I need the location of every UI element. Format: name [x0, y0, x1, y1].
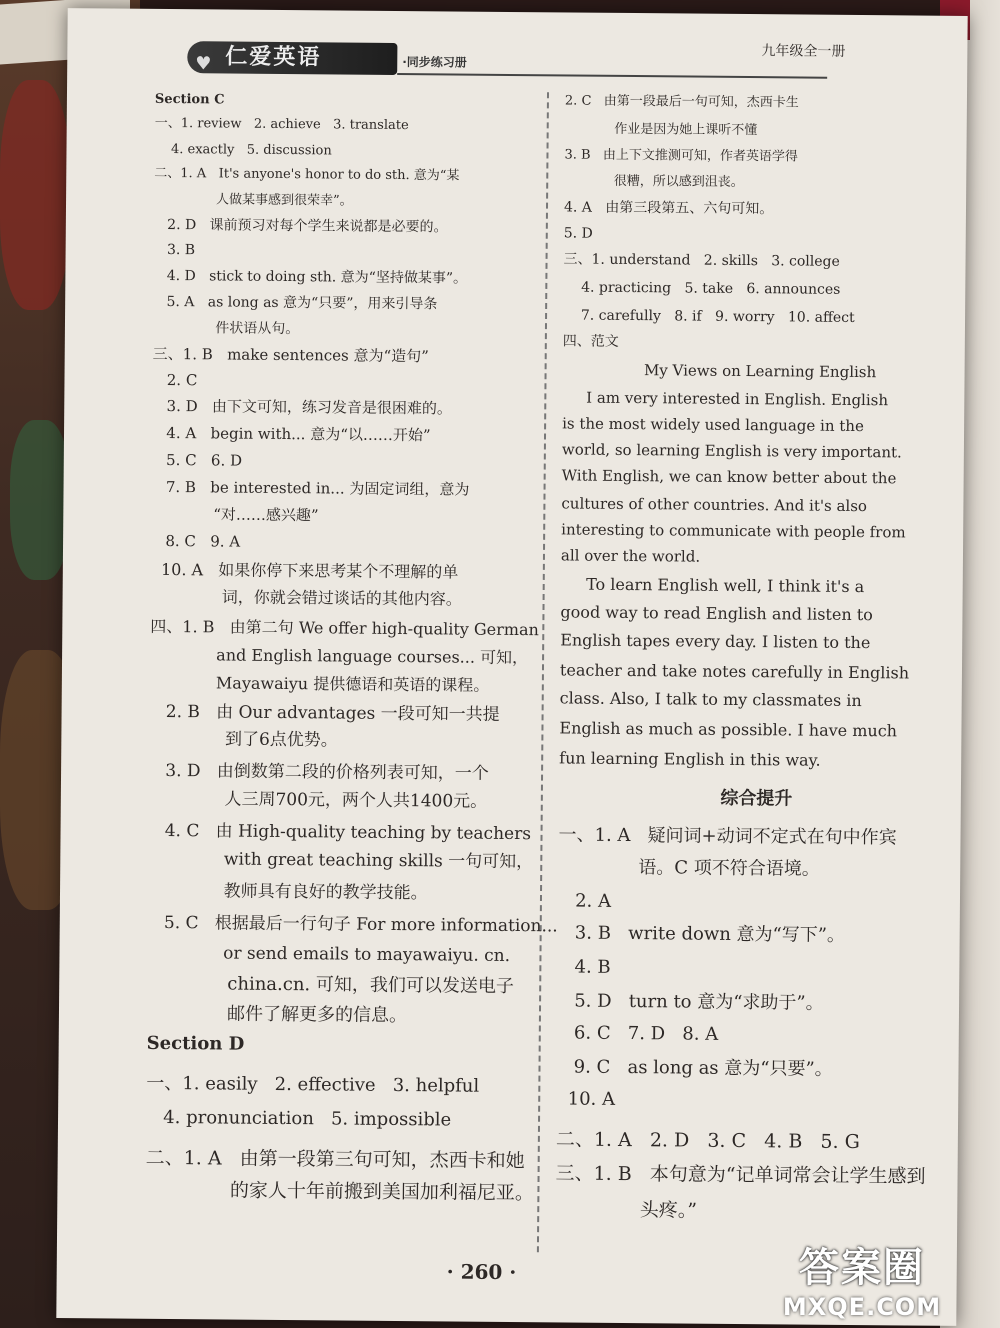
text-line: 的家人十年前搬到美国加利福尼亚。	[145, 1178, 535, 1205]
page-number: · 260 ·	[446, 1259, 517, 1285]
background-pattern	[10, 420, 70, 580]
text-line: and English language courses... 可知，	[150, 644, 529, 668]
essay-title: My Views on Learning English	[643, 361, 877, 382]
text-line: 9. C as long as 意为“只要”。	[556, 1056, 833, 1080]
text-line: 7. carefully 8. if 9. worry 10. affect	[563, 307, 855, 326]
page-header	[187, 39, 846, 81]
watermark	[762, 1236, 962, 1321]
text-line: cultures of other countries. And it's also	[561, 494, 868, 516]
text-line: 一、1. easily 2. effective 3. helpful	[146, 1072, 480, 1097]
text-line: 2. B 由 Our advantages 一段可知一共提	[149, 701, 500, 725]
text-line: 4. A 由第三段第五、六句可知。	[563, 199, 774, 218]
section-heading: Section D	[146, 1032, 245, 1055]
text-line: 2. C	[152, 370, 198, 390]
text-line: 3. B write down 意为“写下”。	[557, 922, 846, 946]
text-line: 4. C 由 High-quality teaching by teachers	[148, 820, 532, 845]
text-line: 2. A	[557, 890, 612, 912]
text-line: 件状语从句。	[152, 319, 300, 338]
text-line: with great teaching skills 一句可知，	[148, 848, 534, 873]
text-line: 5. D turn to 意为“求助于”。	[556, 990, 824, 1014]
text-line: 5. D	[563, 225, 593, 242]
text-line: English as much as possible. I have much	[559, 718, 898, 741]
text-line: Mayawaiyu 提供德语和英语的课程。	[149, 672, 490, 695]
text-line: 4. B	[557, 956, 611, 978]
text-line: I am very interested in English. English	[562, 388, 889, 410]
text-line: 5. A as long as 意为“只要”，用来引导条	[153, 293, 438, 313]
text-line: interesting to communicate with people from	[561, 520, 906, 542]
text-line: 很糟，所以感到沮丧。	[564, 173, 744, 191]
text-line: 10. A	[556, 1088, 616, 1110]
text-line: class. Also, I talk to my classmates in	[559, 688, 862, 711]
text-line: 4. A begin with... 意为“以……开始”	[151, 423, 431, 445]
text-line: 人三周700元，两个人共1400元。	[148, 788, 488, 812]
header-rule	[397, 73, 827, 79]
text-line: 邮件了解更多的信息。	[146, 1002, 408, 1027]
text-line: 2. D 课前预习对每个学生来说都是必要的。	[153, 216, 448, 236]
text-line: 3. D 由倒数第二段的价格列表可知，一个	[148, 760, 489, 784]
column-divider	[537, 92, 549, 1252]
text-line: 2. C 由第一段最后一句可知，杰西卡生	[564, 93, 799, 111]
book-page	[56, 8, 967, 1326]
text-line: 一、1. A 疑问词+动词不定式在句中作宾	[558, 824, 897, 849]
heart-icon: ♥	[195, 53, 214, 75]
section-heading: 综合提升	[720, 787, 793, 810]
text-line: good way to read English and listen to	[560, 602, 873, 625]
text-line: 三、1. understand 2. skills 3. college	[563, 251, 840, 270]
text-line: fun learning English in this way.	[559, 748, 821, 770]
watermark-title: 答案圈	[799, 1245, 925, 1291]
text-line: 语。C 项不符合语境。	[558, 856, 820, 880]
text-line: 人做某事感到很荣幸”。	[154, 191, 353, 209]
text-line: 一、1. review 2. achieve 3. translate	[154, 115, 409, 134]
text-line: 到了6点优势。	[149, 728, 338, 751]
text-line: or send emails to mayawaiyu. cn.	[147, 942, 511, 966]
text-line: 8. C 9. A	[151, 531, 241, 551]
text-line: 6. C 7. D 8. A	[556, 1022, 719, 1045]
text-line: teacher and take notes carefully in English	[559, 660, 910, 683]
text-line: 词，你就会错过谈话的其他内容。	[150, 586, 462, 609]
text-line: 四、1. B 由第二句 We offer high-quality German	[150, 616, 539, 640]
text-line: all over the world.	[560, 546, 701, 566]
section-heading: Section C	[154, 91, 225, 108]
text-line: 7. B be interested in... 为固定词组，意为	[151, 477, 470, 499]
text-line: 5. C 6. D	[151, 450, 243, 470]
text-line: 4. exactly 5. discussion	[154, 141, 332, 159]
text-line: 3. D 由下文可知，练习发音是很困难的。	[152, 396, 453, 418]
text-line: 二、1. A It's anyone's honor to do sth. 意为“某	[154, 165, 460, 184]
text-line: is the most widely used language in the	[562, 414, 864, 436]
text-line: 三、1. B make sentences 意为“造句”	[152, 344, 429, 366]
text-line: “对……感兴趣”	[151, 504, 319, 525]
text-line: 10. A 如果你停下来思考某个不理解的单	[150, 559, 459, 582]
text-line: English tapes every day. I listen to the	[560, 630, 871, 653]
text-line: 三、1. B 本句意为“记单词常会让学生感到	[555, 1162, 926, 1188]
watermark-url: MXQE.COM	[782, 1293, 942, 1321]
background-pattern	[0, 80, 70, 310]
text-line: 二、1. A 2. D 3. C 4. B 5. G	[555, 1128, 860, 1154]
brand-logo	[187, 41, 397, 75]
text-line: 5. C 根据最后一行句子 For more information...	[147, 912, 558, 937]
text-line: 3. B	[153, 241, 196, 259]
grade-label: 九年级全一册	[761, 43, 846, 60]
text-line: 头疼。”	[555, 1198, 698, 1222]
brand-subtitle: ·同步练习册	[402, 55, 467, 70]
text-line: 4. practicing 5. take 6. announces	[563, 279, 841, 298]
text-line: 3. B 由上下文推测可知，作者英语学得	[564, 147, 799, 165]
text-line: world, so learning English is very important.	[561, 440, 902, 462]
text-line: 作业是因为她上课听不懂	[564, 121, 758, 139]
text-line: 4. D stick to doing sth. 意为“坚持做某事”。	[153, 267, 468, 287]
text-line: To learn English well, I think it's a	[560, 574, 865, 597]
text-line: china.cn. 可知，我们可以发送电子	[147, 972, 515, 998]
text-line: 二、1. A 由第一段第三句可知，杰西卡和她	[145, 1146, 525, 1173]
text-line: With English, we can know better about the	[561, 466, 897, 488]
text-line: 四、范文	[562, 333, 619, 350]
text-line: 教师具有良好的教学技能。	[147, 880, 428, 904]
brand-name: 仁爱英语	[225, 44, 322, 71]
text-line: 4. pronunciation 5. impossible	[145, 1106, 452, 1131]
